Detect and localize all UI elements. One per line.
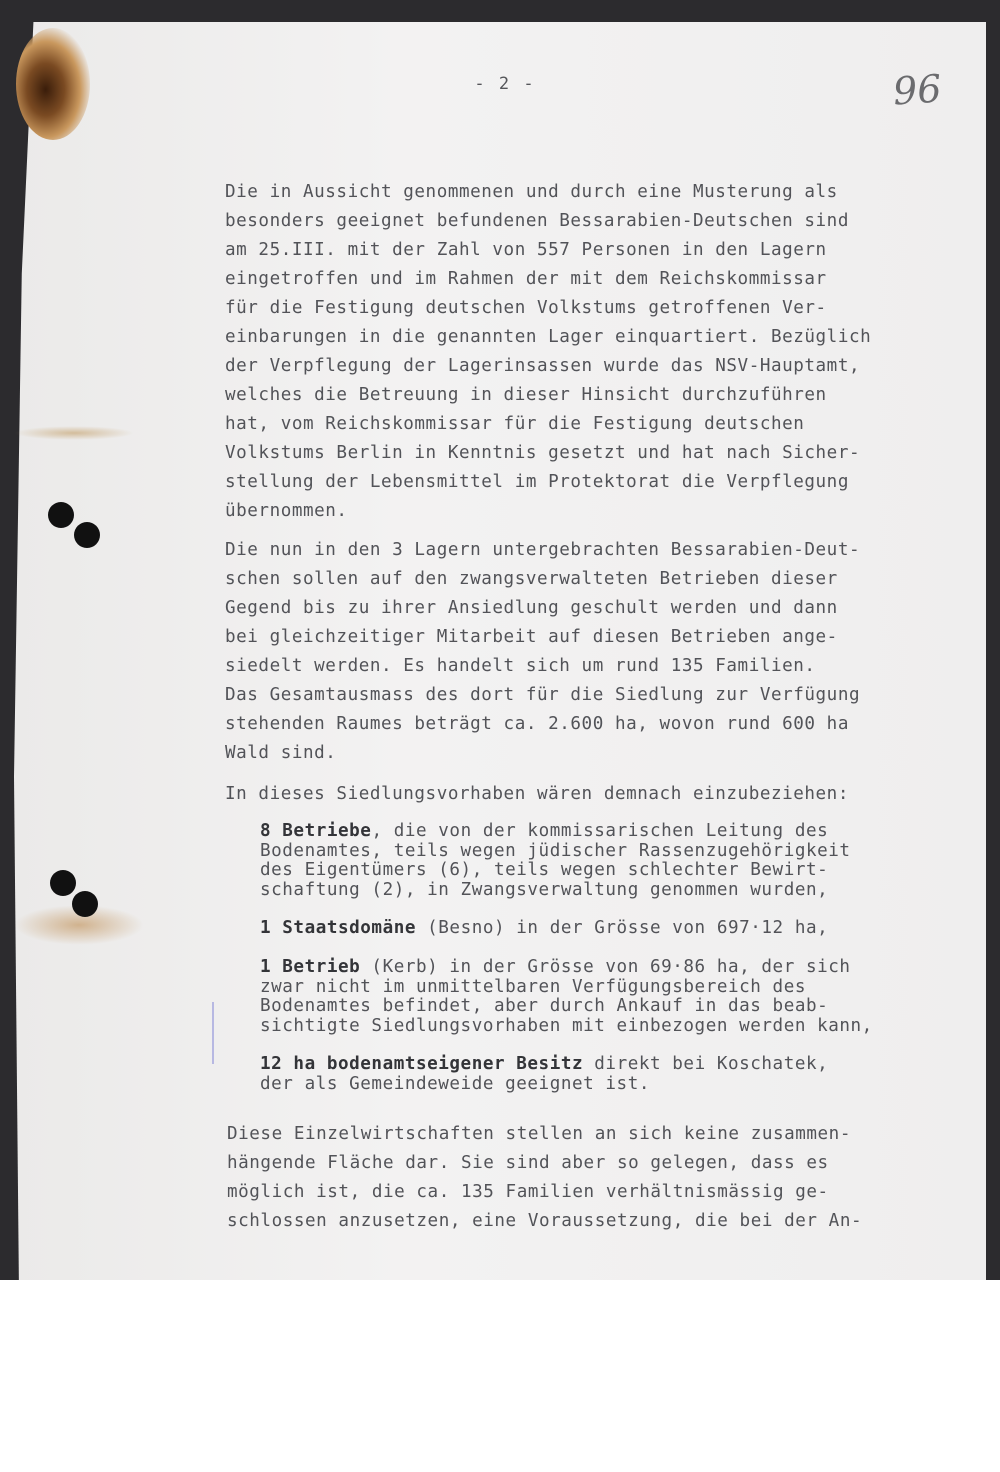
text-line: eingetroffen und im Rahmen der mit dem Reichskommissar (225, 269, 827, 289)
punch-hole-1 (48, 502, 74, 528)
margin-pencil-mark (212, 1002, 214, 1064)
item-text: (Besno) in der Grösse von 697·12 ha, (416, 918, 829, 938)
handwritten-folio-number: 96 (891, 66, 943, 114)
text-line: stellung der Lebensmittel im Protektorat die Verpflegung (225, 472, 849, 492)
text-line: einbarungen in die genannten Lager einquartiert. Bezüglich (225, 327, 872, 347)
item-line: des Eigentümers (6), teils wegen schlechter Bewirt- (260, 860, 829, 880)
intro-line: In dieses Siedlungsvorhaben wären demnach einzubeziehen: (225, 784, 849, 804)
text-line: für die Festigung deutschen Volkstums getroffenen Ver- (225, 298, 827, 318)
text-line: siedelt werden. Es handelt sich um rund 135 Familien. (225, 656, 816, 676)
text-line: am 25.III. mit der Zahl von 557 Personen in den Lagern (225, 240, 827, 260)
text-line: Die nun in den 3 Lagern untergebrachten Bessarabien-Deut- (225, 540, 861, 560)
text-line: Die in Aussicht genommenen und durch eine Musterung als (225, 182, 838, 202)
text-line: besonders geeignet befundenen Bessarabien-Deutschen sind (225, 211, 849, 231)
punch-hole-4 (72, 891, 98, 917)
item-line: der als Gemeindeweide geeignet ist. (260, 1073, 650, 1094)
text-line: Volkstums Berlin in Kenntnis gesetzt und hat nach Sicher- (225, 443, 861, 463)
item-text: , die von der kommissarischen Leitung des (371, 821, 829, 841)
item-line: schaftung (2), in Zwangsverwaltung genommen wurden, (260, 879, 829, 900)
item-text: (Kerb) in der Grösse von 69·86 ha, der sich (360, 957, 851, 977)
text-line: hängende Fläche dar. Sie sind aber so gelegen, dass es (227, 1153, 829, 1173)
text-line: Wald sind. (225, 743, 337, 763)
text-line: möglich ist, die ca. 135 Familien verhältnismässig ge- (227, 1182, 829, 1202)
text-line: Gegend bis zu ihrer Ansiedlung geschult werden und dann (225, 598, 838, 618)
item-lead: 1 Betrieb (260, 957, 361, 977)
text-line: der Verpflegung der Lagerinsassen wurde das NSV-Hauptamt, (225, 356, 861, 376)
text-line: welches die Betreuung in dieser Hinsicht durchzuführen (225, 385, 827, 405)
item-line: zwar nicht im unmittelbaren Verfügungsbereich des (260, 976, 806, 997)
item-first-line (260, 1055, 828, 1075)
text-line: hat, vom Reichskommissar für die Festigung deutschen (225, 414, 805, 434)
punch-hole-3 (50, 870, 76, 896)
text-line: schlossen anzusetzen, eine Voraussetzung, die bei der An- (227, 1211, 863, 1231)
item-line: sichtigte Siedlungsvorhaben mit einbezogen werden kann, (260, 1015, 873, 1036)
item-line: Bodenamtes, teils wegen jüdischer Rassenzugehörigkeit (260, 840, 851, 861)
text-line: Das Gesamtausmass des dort für die Siedlung zur Verfügung (225, 685, 861, 705)
item-first-line (260, 919, 828, 939)
item-text: direkt bei Koschatek, (583, 1054, 829, 1074)
punch-hole-2 (74, 522, 100, 548)
item-lead: 12 ha bodenamtseigener Besitz (260, 1054, 584, 1074)
item-lead: 1 Staatsdomäne (260, 918, 416, 938)
text-line: schen sollen auf den zwangsverwalteten Betrieben dieser (225, 569, 838, 589)
item-first-line (260, 822, 828, 842)
item-line: Bodenamtes befindet, aber durch Ankauf in das beab- (260, 996, 829, 1016)
item-lead: 8 Betriebe (260, 821, 372, 841)
text-line: übernommen. (225, 501, 348, 521)
stain-streak-1 (14, 426, 134, 440)
page-number: - 2 - (474, 74, 536, 94)
text-line: stehenden Raumes beträgt ca. 2.600 ha, wovon rund 600 ha (225, 714, 849, 734)
item-first-line (260, 958, 851, 978)
text-line: Diese Einzelwirtschaften stellen an sich keine zusammen- (227, 1124, 851, 1144)
text-line: bei gleichzeitiger Mitarbeit auf diesen Betrieben ange- (225, 627, 838, 647)
